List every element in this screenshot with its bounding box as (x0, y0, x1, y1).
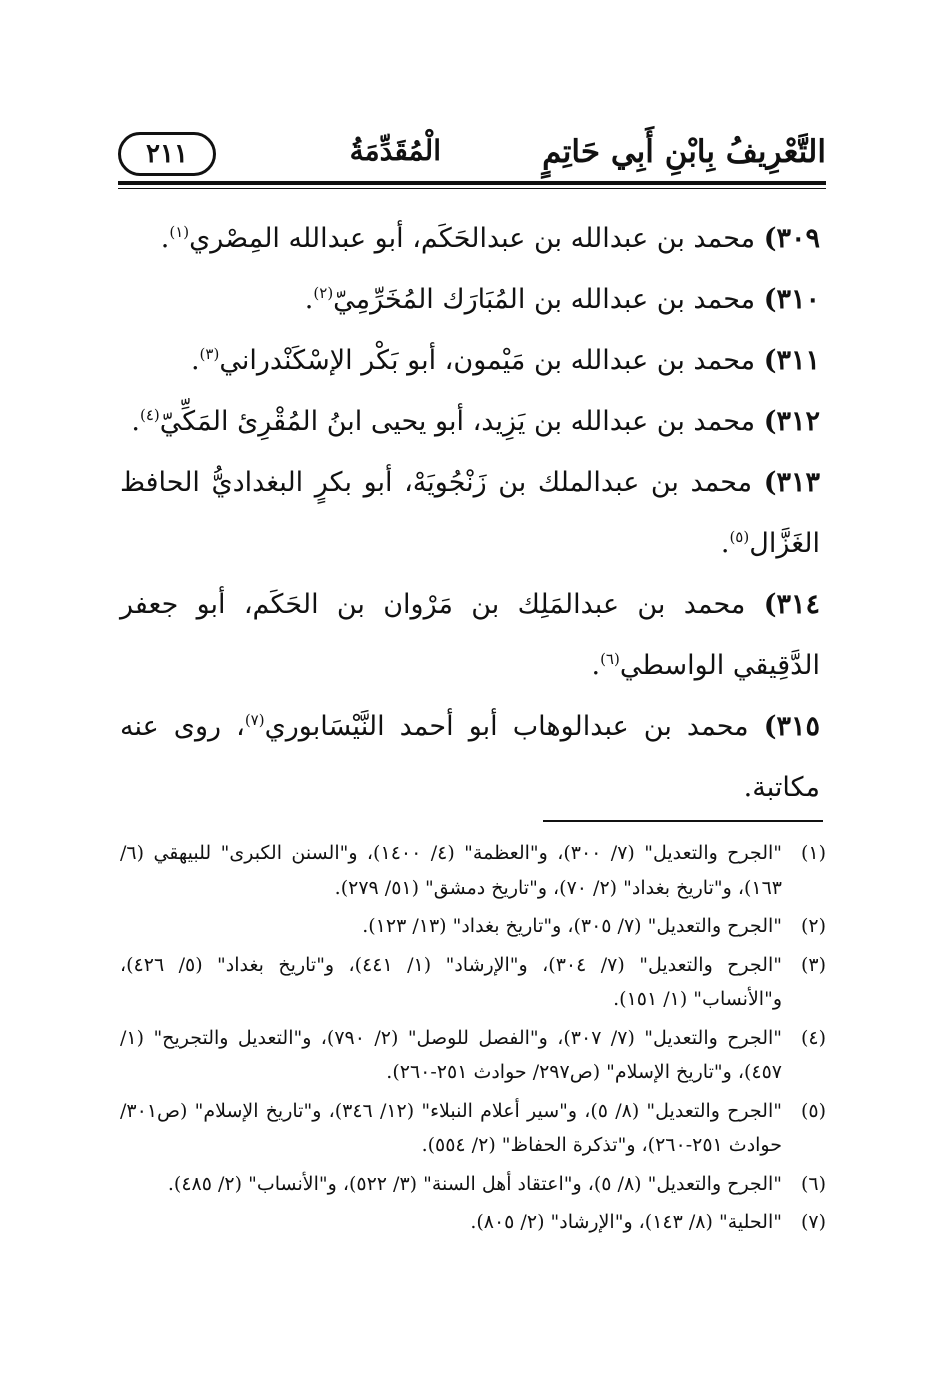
footnote-ref: (٥) (729, 528, 750, 546)
book-title: التَّعْرِيفُ بِابْنِ أَبِي حَاتِمٍ (542, 134, 826, 170)
entry-end: . (304, 284, 314, 315)
footnote-separator (543, 820, 823, 822)
footnote-text: "الجرح والتعديل" (٧/ ٣٠٧)، و"الفصل للوصل" (٢/ ٧٩٠)، و"التعديل والتجريح" (١/ ٤٥٧)، و"تاريخ الإسلام" (ص٢٩٧/ حوادث ٢٥١-٢٦٠). (120, 1026, 783, 1083)
entry-end: . (131, 406, 140, 437)
entry-number: ٣١٤) (763, 589, 820, 620)
entries-list (120, 208, 820, 818)
header-rule-thin (118, 188, 826, 189)
entry (120, 330, 820, 391)
page-number: ٢١١ (118, 132, 216, 176)
footnote-number: (٦) (800, 1172, 826, 1195)
entry-end: ، روى عنه مكاتبة. (120, 711, 820, 803)
footnote-text: "الجرح والتعديل" (٧/ ٣٠٤)، و"الإرشاد" (١/ ٤٤١)، و"تاريخ بغداد" (٥/ ٤٢٦)، و"الأنساب" (١/ ١٥١). (120, 953, 782, 1010)
entry-number: ٣١٥) (763, 711, 820, 742)
entry-text: محمد بن عبدالله بن يَزِيد، أبو يحيى ابنُ المُقْرِئ المَكِّيّ (159, 406, 756, 437)
footnote-number: (٤) (800, 1026, 826, 1049)
entry-text: محمد بن عبدالله بن عبدالحَكَم، أبو عبدالله المِصْري (189, 223, 756, 254)
footnote (120, 909, 826, 944)
footnote-number: (٧) (800, 1211, 826, 1233)
entry-end: . (160, 223, 170, 254)
entry (120, 574, 820, 696)
entry-text: محمد بن عبدالوهاب أبو أحمد النَّيْسَابوري (264, 711, 749, 742)
entry-number: ٣٠٩) (763, 223, 820, 254)
footnote (120, 1167, 826, 1202)
page-header (118, 130, 826, 178)
footnote-text: "الجرح والتعديل" (٨/ ٥)، و"سير أعلام النبلاء" (١٢/ ٣٤٦)، و"تاريخ الإسلام" (ص٣٠١/ حوادث ٢٥١-٢٦٠)، و"تذكرة الحفاظ" (٢/ ٥٥٤). (120, 1099, 782, 1156)
footnote-ref: (٧) (244, 711, 265, 729)
footnote-number: (٣) (800, 953, 826, 976)
footnote-ref: (٣) (199, 345, 220, 363)
entry-end: . (591, 650, 601, 681)
footnote (120, 1094, 826, 1163)
footnote (120, 1205, 826, 1240)
entry-text: محمد بن عبدالمَلِك بن مَرْوان بن الحَكَم، أبو جعفر الدَّقِيقي الواسطي (120, 589, 820, 681)
footnote-text: "الجرح والتعديل" (٨/ ٥)، و"اعتقاد أهل السنة" (٣/ ٥٢٢)، و"الأنساب" (٢/ ٤٨٥). (167, 1172, 782, 1195)
footnote-number: (٢) (800, 915, 826, 937)
footnote-text: "الجرح والتعديل" (٧/ ٣٠٥)، و"تاريخ بغداد" (١٣/ ١٢٣). (362, 915, 782, 937)
header-rule-thick (118, 181, 826, 185)
entry-text: محمد بن عبدالله بن مَيْمون، أبو بَكْر الإسْكَنْدراني (219, 345, 756, 376)
entry (120, 696, 820, 818)
footnote (120, 1021, 826, 1090)
footnote (120, 948, 826, 1017)
entry-number: ٣١٠) (763, 284, 820, 315)
footnote-text: "الجرح والتعديل" (٧/ ٣٠٠)، و"العظمة" (٤/ ١٤٠٠)، و"السنن الكبرى" للبيهقي (٦/ ١٦٣)، و"تاريخ بغداد" (٢/ ٧٠)، و"تاريخ دمشق" (٥١/ ٢٧٩). (120, 842, 782, 899)
entry (120, 391, 820, 452)
footnote (120, 836, 826, 905)
footnote-text: "الحلية" (٨/ ١٤٣)، و"الإرشاد" (٢/ ٨٠٥). (470, 1211, 782, 1233)
entry (120, 208, 820, 269)
footnote-ref: (٤) (139, 406, 160, 424)
entry-end: . (720, 528, 730, 559)
footnote-ref: (١) (169, 223, 190, 241)
entry (120, 269, 820, 330)
entry-text: محمد بن عبدالملك بن زَنْجُويَهْ، أبو بكرٍ البغداديُّ الحافظ الغَزَّال (120, 467, 820, 559)
entry-number: ٣١١) (763, 345, 820, 376)
entry-number: ٣١٢) (763, 406, 820, 437)
entry-text: محمد بن عبدالله بن المُبَارَك المُخَرِّمِيّ (333, 284, 756, 315)
section-title: الْمُقَدِّمَةُ (349, 134, 441, 167)
footnote-ref: (٦) (600, 650, 620, 668)
entry-number: ٣١٣) (763, 467, 820, 498)
footnote-number: (٥) (800, 1099, 826, 1122)
footnote-ref: (٢) (313, 284, 334, 302)
footnotes-list (120, 836, 826, 1244)
footnote-number: (١) (800, 842, 826, 864)
entry-end: . (190, 345, 200, 376)
entry (120, 452, 820, 574)
